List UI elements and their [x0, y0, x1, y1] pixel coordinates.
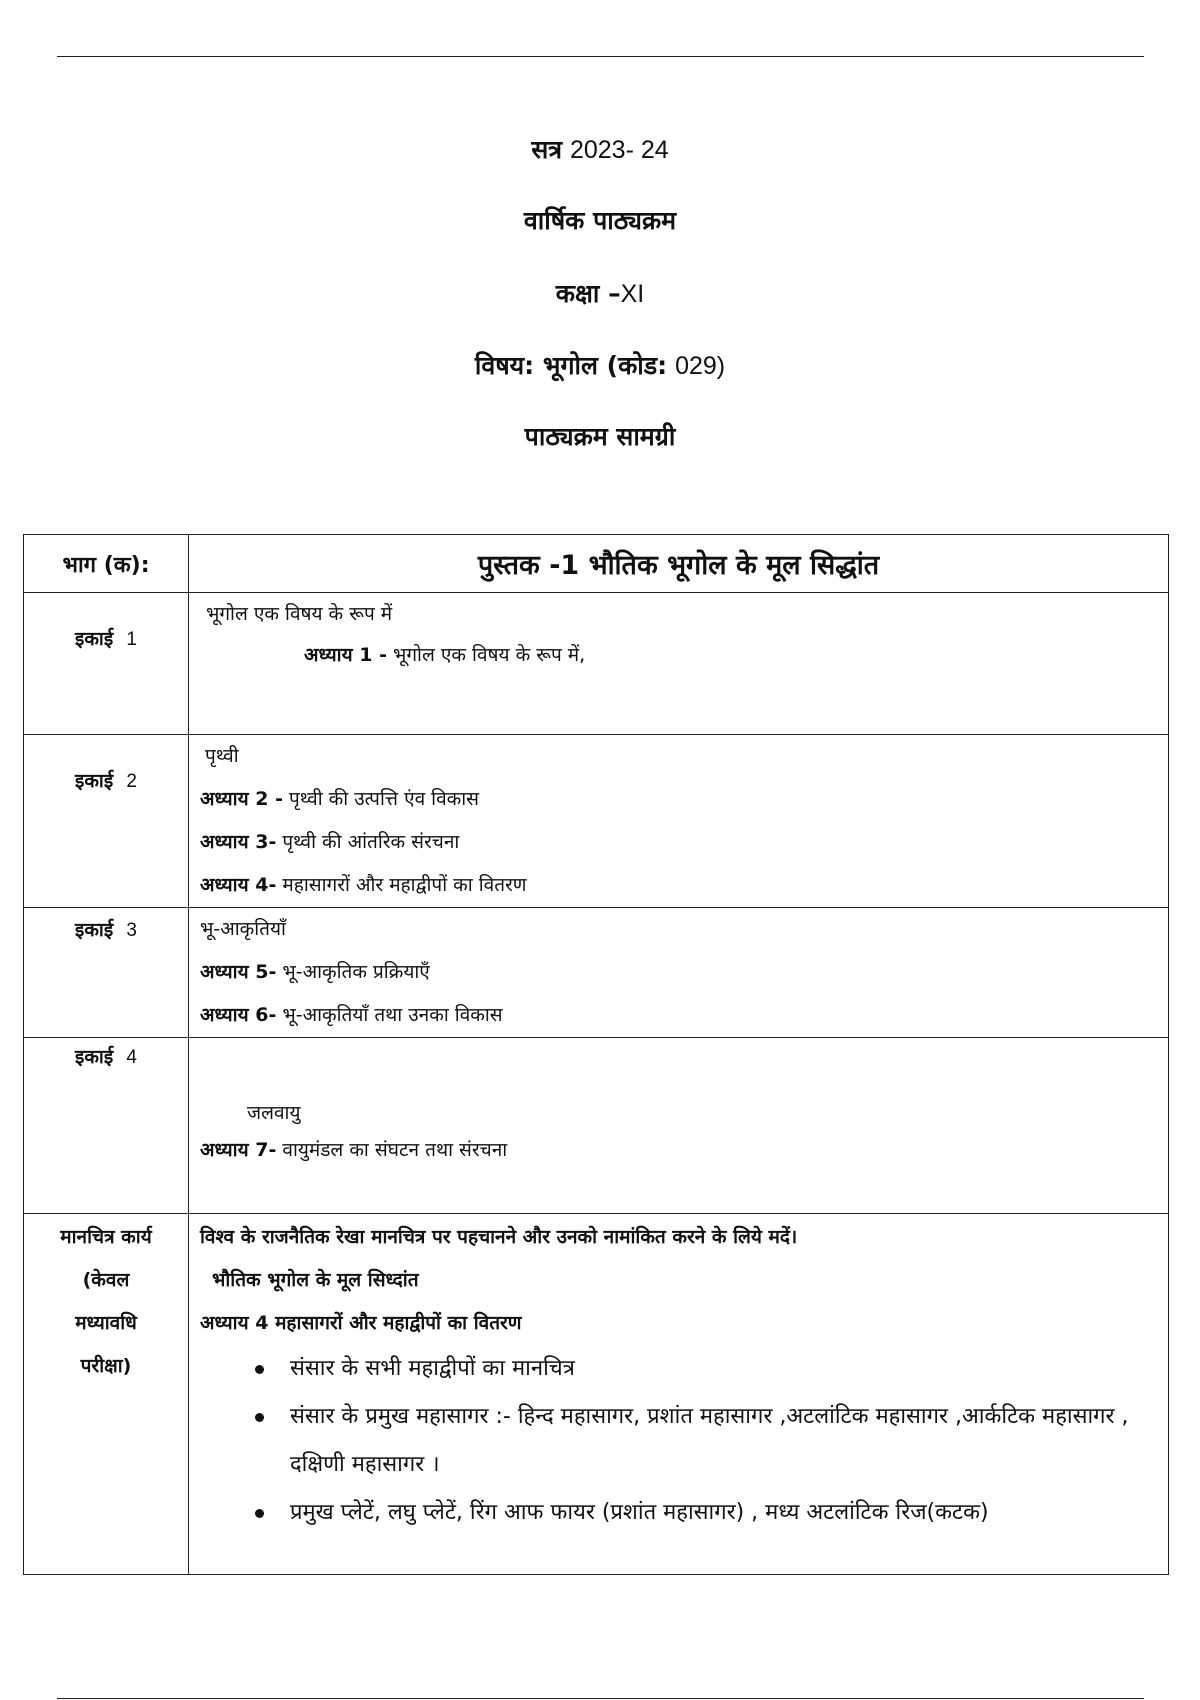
map-work-label-line: मानचित्र कार्य	[60, 1226, 152, 1248]
map-work-chapter: अध्याय 4 महासागरों और महाद्वीपों का वितरण	[200, 1312, 522, 1334]
syllabus-table	[23, 534, 1169, 1575]
unit-label: इकाई	[75, 770, 114, 792]
map-work-label-line: मध्यावधि	[75, 1312, 137, 1334]
chapter-line: अध्याय 5- भू-आकृतिक प्रक्रियाएँ	[200, 961, 430, 983]
class-heading	[0, 278, 1200, 310]
unit-topic: भू-आकृतियाँ	[200, 918, 286, 940]
unit-row	[24, 735, 1169, 908]
unit-label-cell	[24, 735, 189, 908]
unit-number: 2	[126, 771, 137, 792]
bullet-icon	[255, 1509, 264, 1518]
unit-content-cell	[189, 1038, 1169, 1214]
map-work-heading: विश्व के राजनैतिक रेखा मानचित्र पर पहचानने और उनको नामांकित करने के लिये मदें।	[200, 1226, 798, 1248]
content-heading	[0, 421, 1200, 453]
chapter-line: अध्याय 6- भू-आकृतियाँ तथा उनका विकास	[200, 1004, 503, 1026]
session-value: 2023- 24	[569, 136, 669, 164]
list-item: संसार के सभी महाद्वीपों का मानचित्र	[200, 1345, 1168, 1393]
content-title: पाठ्यक्रम सामग्री	[524, 422, 676, 451]
bottom-rule	[57, 1698, 1144, 1699]
chapter-line: अध्याय 1 - भूगोल एक विषय के रूप में,	[304, 644, 586, 666]
unit-row	[24, 908, 1169, 1038]
page-title	[0, 205, 1200, 237]
unit-number: 3	[126, 920, 137, 941]
map-work-content-cell	[189, 1214, 1169, 1575]
chapter-line: अध्याय 3- पृथ्वी की आंतरिक संरचना	[200, 831, 460, 853]
unit-content-cell	[189, 735, 1169, 908]
chapter-line: अध्याय 2 - पृथ्वी की उत्पत्ति एंव विकास	[200, 788, 480, 810]
list-item: प्रमुख प्लेटें, लघु प्लेटें, रिंग आफ फायर (प्रशांत महासागर) , मध्य अटलांटिक रिज(कटक)	[200, 1489, 1168, 1537]
subject-code: 029)	[675, 352, 726, 380]
top-rule	[57, 56, 1144, 57]
unit-number: 4	[126, 1047, 137, 1068]
unit-content-cell	[189, 908, 1169, 1038]
bullet-icon	[255, 1365, 264, 1374]
map-work-row	[24, 1214, 1169, 1575]
unit-label-cell	[24, 1038, 189, 1214]
unit-row	[24, 593, 1169, 735]
map-work-label-line: परीक्षा)	[80, 1355, 132, 1377]
unit-label-cell	[24, 593, 189, 735]
table-header-row	[24, 535, 1169, 593]
unit-label: इकाई	[75, 919, 114, 941]
map-work-label-line: (केवल	[82, 1269, 130, 1291]
bullet-icon	[255, 1413, 264, 1422]
book-title-cell	[189, 535, 1169, 593]
subject-label: विषय: भूगोल (कोड:	[474, 351, 668, 380]
subject-heading	[0, 350, 1200, 382]
unit-content-cell	[189, 593, 1169, 735]
unit-label-cell	[24, 908, 189, 1038]
unit-topic: जलवायु	[247, 1102, 301, 1124]
list-item: संसार के प्रमुख महासागर :- हिन्द महासागर, प्रशांत महासागर ,अटलांटिक महासागर ,आर्कटिक महासागर , दक्षिणी महासागर ।	[200, 1393, 1168, 1489]
unit-label: इकाई	[75, 628, 114, 650]
unit-topic: भूगोल एक विषय के रूप में	[206, 603, 393, 625]
class-label: कक्षा –	[555, 279, 621, 308]
unit-label: इकाई	[75, 1046, 114, 1068]
map-work-label-cell	[24, 1214, 189, 1575]
map-work-list	[200, 1345, 1168, 1537]
book-title: पुस्तक -1 भौतिक भूगोल के मूल सिद्धांत	[477, 550, 880, 581]
session-heading	[0, 134, 1200, 166]
map-work-book: भौतिक भूगोल के मूल सिध्दांत	[212, 1269, 419, 1291]
part-label: भाग (क):	[62, 552, 150, 578]
part-label-cell	[24, 535, 189, 593]
unit-topic: पृथ्वी	[205, 745, 239, 767]
unit-row	[24, 1038, 1169, 1214]
title-text: वार्षिक पाठ्यक्रम	[523, 206, 677, 235]
chapter-line: अध्याय 7- वायुमंडल का संघटन तथा संरचना	[200, 1139, 508, 1161]
session-label: सत्र	[531, 135, 563, 164]
class-value: XI	[620, 280, 645, 308]
chapter-line: अध्याय 4- महासागरों और महाद्वीपों का वितरण	[200, 874, 527, 896]
unit-number: 1	[126, 629, 137, 650]
